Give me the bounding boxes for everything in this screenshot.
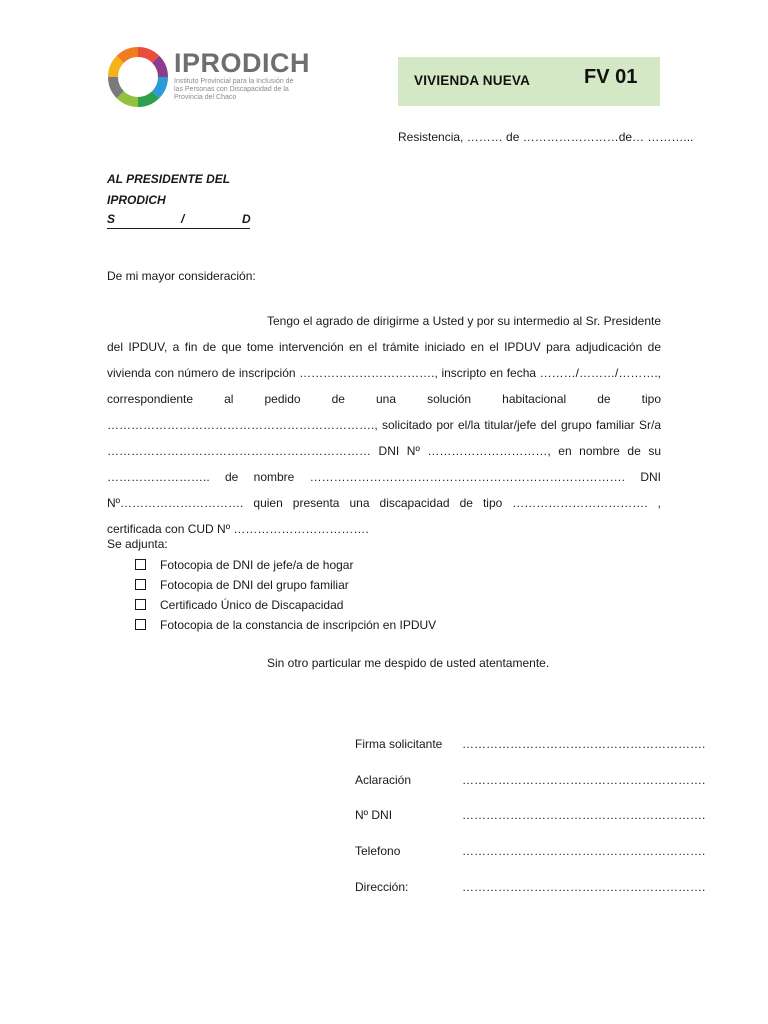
addressee-sd-line [107,211,250,229]
body-paragraph [107,308,661,542]
checkbox[interactable] [135,599,146,610]
addressee-s: S [107,212,116,226]
attachment-item [135,617,436,637]
attachment-label: Fotocopia de DNI del grupo familiar [160,578,349,592]
dni-field [355,808,706,826]
form-code: FV 01 [584,66,638,88]
form-title: VIVIENDA NUEVA [414,73,531,88]
address-field [355,880,706,898]
dni-label: Nº DNI [355,808,393,822]
addressee-block [107,169,250,229]
logo-name: IPRODICH [174,48,311,78]
clarification-dots[interactable]: ……………………………………………………. [462,773,706,787]
attachments-list [135,557,436,637]
attachment-item [135,597,436,617]
clarification-label: Aclaración [355,773,412,787]
signature-field [355,737,706,755]
address-dots[interactable]: ……………………………………………………. [462,880,706,894]
phone-field [355,844,706,862]
dni-dots[interactable]: ……………………………………………………. [462,808,706,822]
address-label: Dirección: [355,880,409,894]
phone-label: Telefono [355,844,401,858]
checkbox[interactable] [135,559,146,570]
signature-dots[interactable]: ……………………………………………………. [462,737,706,751]
greeting: De mi mayor consideración: [107,269,256,283]
date-line: Resistencia, ……… de ……………………de… ………... [398,130,694,144]
phone-dots[interactable]: ……………………………………………………. [462,844,706,858]
body-text: Tengo el agrado de dirigirme a Usted y por su intermedio al Sr. Presidente del IPDUV, a fin de que tome intervención en el trámite iniciado en el IPDUV para adjudicación de vivienda con número de inscripción ……………………………., inscripto en fecha ………/………/………., correspondiente al pedido de una solución habitacional de tipo …………………………………………………………., solicitado por el/la titular/jefe del grupo familiar Sr/a ………………………………………………………… DNI Nº …………………………, en nombre de su …………………….. de nombre ……………………………………………………………………. DNI Nº…………………………. quien presenta una discapacidad de tipo ……………………………. , certificada con CUD Nº ……………………………. [107,314,661,536]
attachments-heading: Se adjunta: [107,537,168,551]
attachment-label: Certificado Único de Discapacidad [160,598,344,612]
attachment-item [135,577,436,597]
attachment-label: Fotocopia de la constancia de inscripción en IPDUV [160,618,437,632]
logo-ring-icon [108,46,168,108]
addressee-line-2: IPRODICH [107,193,166,207]
signature-label: Firma solicitante [355,737,443,751]
iprodich-logo [108,46,348,110]
attachment-item [135,557,436,577]
attachment-label: Fotocopia de DNI de jefe/a de hogar [160,558,354,572]
addressee-d: D [242,212,251,226]
clarification-field [355,773,706,791]
addressee-slash: / [181,212,185,226]
closing-line: Sin otro particular me despido de usted atentamente. [267,656,550,670]
checkbox[interactable] [135,579,146,590]
logo-subtitle: Instituto Provincial para la Inclusión de las Personas con Discapacidad de la Provincia del Chaco [174,78,294,101]
form-id-box [398,57,660,106]
addressee-line-1: AL PRESIDENTE DEL [107,172,231,186]
checkbox[interactable] [135,619,146,630]
